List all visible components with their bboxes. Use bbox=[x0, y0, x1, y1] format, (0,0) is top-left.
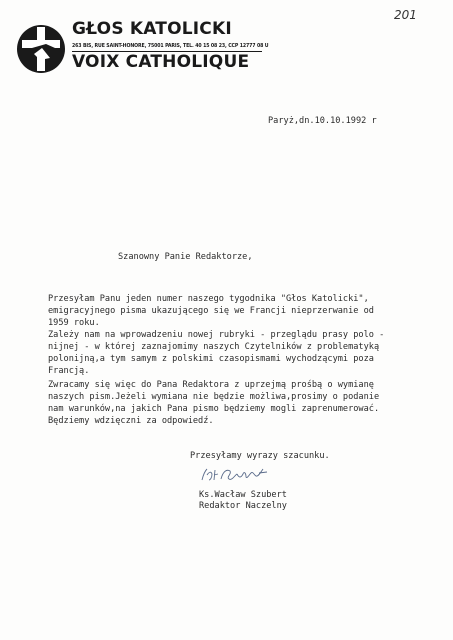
paragraph-1-line-1: Przesyłam Panu jeden numer naszego tygodnika "Głos Katolicki", bbox=[48, 294, 369, 304]
paragraph-2-line-2: nijnej - w której zaznajomimy naszych Czytelników z problematyką bbox=[48, 342, 380, 352]
letterhead bbox=[16, 19, 269, 78]
letterhead-title-french: VOIX CATHOLIQUE bbox=[72, 52, 250, 72]
paragraph-1-line-3: 1959 roku. bbox=[48, 318, 100, 328]
salutation: Szanowny Panie Redaktorze, bbox=[118, 252, 253, 262]
paragraph-3-line-3: nam warunków,na jakich Pana pismo będziemy mogli zaprenumerować. bbox=[48, 404, 380, 414]
handwritten-reference-number: 201 bbox=[394, 8, 417, 22]
paragraph-3-line-2: naszych pism.Jeżeli wymiana nie będzie możliwa,prosimy o podanie bbox=[48, 392, 380, 402]
paragraph-2-line-1: Zależy nam na wprowadzeniu nowej rubryki - przeglądu prasy polo - bbox=[48, 330, 385, 340]
cross-emblem-logo bbox=[16, 24, 66, 74]
paragraph-2-line-4: Francją. bbox=[48, 366, 90, 376]
letter-date: Paryż,dn.10.10.1992 r bbox=[268, 116, 377, 126]
paragraph-1-line-2: emigracyjnego pisma ukazującego się we Francji nieprzerwanie od bbox=[48, 306, 374, 316]
letterhead-address: 263 BIS, RUE SAINT-HONORE, 75001 PARIS, TEL. 40 15 08 23, CCP 12777 08 U bbox=[72, 43, 269, 49]
signer-name: Ks.Wacław Szubert bbox=[199, 490, 287, 500]
signer-title: Redaktor Naczelny bbox=[199, 501, 287, 511]
letterhead-title-polish: GŁOS KATOLICKI bbox=[72, 19, 232, 39]
closing-phrase: Przesyłamy wyrazy szacunku. bbox=[190, 451, 330, 461]
paragraph-3-line-4: Będziemy wdzięczni za odpowiedź. bbox=[48, 416, 214, 426]
paragraph-3-line-1: Zwracamy się więc do Pana Redaktora z uprzejmą prośbą o wymianę bbox=[48, 380, 374, 390]
handwritten-signature bbox=[199, 466, 269, 484]
paragraph-2-line-3: polonijną,a tym samym z polskimi czasopismami wychodzącymi poza bbox=[48, 354, 374, 364]
